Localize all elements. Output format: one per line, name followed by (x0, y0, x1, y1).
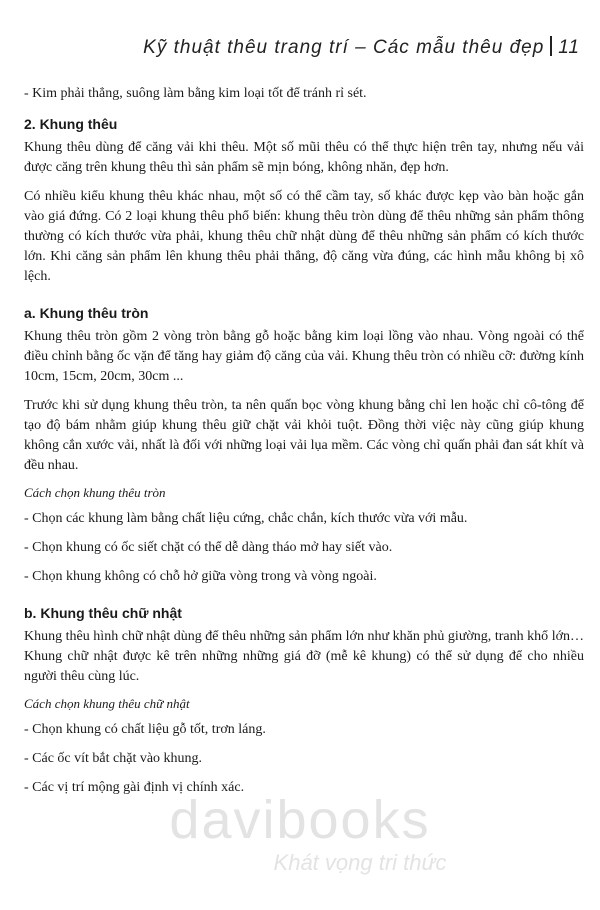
section-a-paragraph-1: Khung thêu tròn gồm 2 vòng tròn bằng gỗ hoặc bằng kim loại lồng vào nhau. Vòng ngoài có thể điều chỉnh bằng ốc vặn để tăng hay giảm độ căng của vải. Khung thêu tròn có nhiều cỡ: đường kính 10cm, 15cm, 20cm, 30cm ... (24, 329, 584, 384)
section-b-heading: b. Khung thêu chữ nhật (24, 605, 182, 621)
section-a-heading: a. Khung thêu tròn (24, 305, 149, 321)
section-b-bullet-3: - Các vị trí mộng gài định vị chính xác. (24, 780, 245, 795)
header-title: Kỹ thuật thêu trang trí – Các mẫu thêu đẹp (143, 37, 545, 58)
section-a-bullet-2: - Chọn khung có ốc siết chặt có thể dễ dàng tháo mở hay siết vào. (24, 540, 393, 555)
section-b-bullet-1: - Chọn khung có chất liệu gỗ tốt, trơn láng. (24, 722, 266, 737)
page-content (24, 84, 584, 807)
publisher-watermark (0, 790, 600, 876)
section-a-paragraph-2: Trước khi sử dụng khung thêu tròn, ta nên quấn bọc vòng khung bằng chỉ len hoặc chỉ cô-tông để tạo độ bám nhằm giúp khung thêu giữ chặt vải khỏi tuột. Đồng thời việc này cũng giúp khung không cắn xước vải, nhất là đối với những loại vải lụa mềm. Các vòng chỉ quấn phải đan sát khít và đều nhau. (24, 398, 584, 473)
section-a-bullet-3: - Chọn khung không có chỗ hở giữa vòng trong và vòng ngoài. (24, 569, 377, 584)
section-2-heading: 2. Khung thêu (24, 116, 118, 132)
watermark-slogan: Khát vọng tri thức (273, 850, 447, 875)
watermark-logo: davibooks (169, 790, 431, 850)
header-separator (550, 36, 552, 56)
section-b-paragraph-1: Khung thêu hình chữ nhật dùng để thêu những sản phẩm lớn như khăn phủ giường, tranh khổ lớn… Khung chữ nhật được kê trên những những giá đỡ (mễ kê khung) có thể sử dụng để cho nhiều người thêu cùng lúc. (24, 629, 584, 684)
section-a-bullet-1: - Chọn các khung làm bằng chất liệu cứng, chắc chắn, kích thước vừa với mẫu. (24, 511, 468, 526)
running-header (0, 36, 580, 59)
section-a-subheading: Cách chọn khung thêu tròn (24, 485, 166, 500)
top-bullet: - Kim phải thẳng, suông làm bằng kim loại tốt để tránh rỉ sét. (24, 86, 367, 101)
section-b-bullet-2: - Các ốc vít bắt chặt vào khung. (24, 751, 203, 766)
section-2-paragraph-1: Khung thêu dùng để căng vải khi thêu. Một số mũi thêu có thể thực hiện trên tay, nhưng nếu vải được căng trên khung thêu thì sản phẩm sẽ mịn bóng, không nhăn, đẹp hơn. (24, 140, 584, 175)
page-number: 11 (558, 37, 580, 58)
section-b-subheading: Cách chọn khung thêu chữ nhật (24, 696, 190, 711)
section-2-paragraph-2: Có nhiều kiểu khung thêu khác nhau, một số có thể cầm tay, số khác được kẹp vào bàn hoặc gắn vào giá đứng. Có 2 loại khung thêu phổ biến: khung thêu tròn dùng để thêu những sản phẩm thông thường có kích thước vừa phải, khung thêu chữ nhật dùng để thêu những sản phẩm có kích thước lớn. Khi căng sản phẩm lên khung thêu phải thẳng, độ căng vừa đúng, các hình mẫu không bị xô lệch. (24, 189, 584, 284)
